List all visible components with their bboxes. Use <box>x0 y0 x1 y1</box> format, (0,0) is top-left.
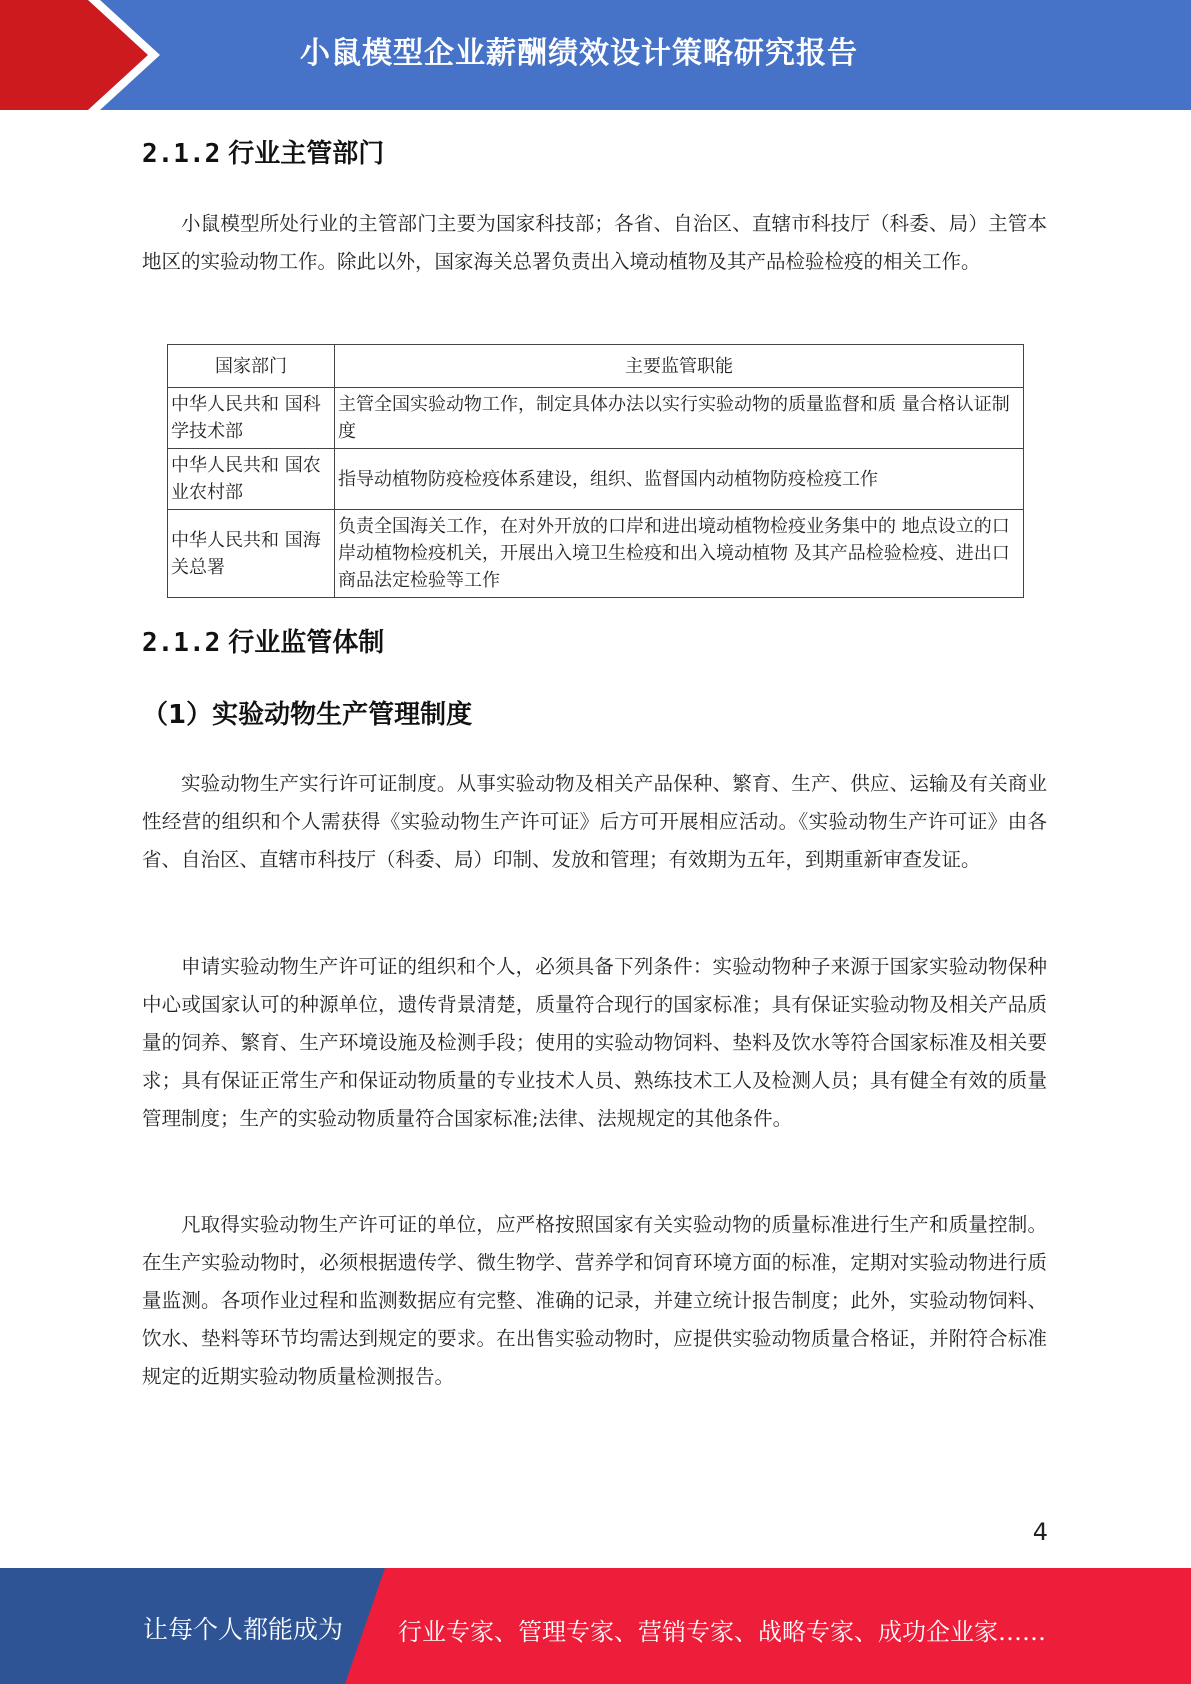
table-header-duty: 主要监管职能 <box>335 345 1024 388</box>
table-row <box>168 388 1024 449</box>
table-cell-duty: 指导动植物防疫检疫体系建设，组织、监督国内动植物防疫检疫工作 <box>335 449 1024 510</box>
footer-slogan-right: 行业专家、管理专家、营销专家、战略专家、成功企业家…… <box>398 1618 1046 1646</box>
body-paragraph: 实验动物生产实行许可证制度。从事实验动物及相关产品保种、繁育、生产、供应、运输及有关商业性经营的组织和个人需获得《实验动物生产许可证》后方可开展相应活动。《实验动物生产许可证》由各省、自治区、直辖市科技厅（科委、局）印制、发放和管理；有效期为五年，到期重新审查发证。 <box>142 772 1047 871</box>
header-red-arrow <box>0 0 148 110</box>
table-cell-dept: 中华人民共和 国海关总署 <box>168 510 335 598</box>
section-number: 2.1.2 <box>142 139 221 169</box>
body-paragraph: 凡取得实验动物生产许可证的单位，应严格按照国家有关实验动物的质量标准进行生产和质量控制。在生产实验动物时，必须根据遗传学、微生物学、营养学和饲育环境方面的标准，定期对实验动物进行质量监测。各项作业过程和监测数据应有完整、准确的记录，并建立统计报告制度；此外，实验动物饲料、饮水、垫料等环节均需达到规定的要求。在出售实验动物时，应提供实验动物质量合格证，并附符合标准规定的近期实验动物质量检测报告。 <box>142 1213 1047 1388</box>
section-heading-regulation <box>142 622 384 659</box>
table-header-row <box>168 345 1024 388</box>
report-title: 小鼠模型企业薪酬绩效设计策略研究报告 <box>300 36 858 71</box>
section-title: 行业主管部门 <box>228 139 385 169</box>
footer-slogan-left: 让每个人都能成为 <box>143 1615 344 1644</box>
table-cell-duty: 负责全国海关工作，在对外开放的口岸和进出境动植物检疫业务集中的 地点设立的口岸动植物检疫机关，开展出入境卫生检疫和出入境动植物 及其产品检验检疫、进出口商品法定检验等工作 <box>335 510 1024 598</box>
page-number: 4 <box>1032 1518 1048 1546</box>
table-cell-duty: 主管全国实验动物工作，制定具体办法以实行实验动物的质量监督和质 量合格认证制度 <box>335 388 1024 449</box>
table-row <box>168 449 1024 510</box>
table-row <box>168 510 1024 598</box>
regulator-table <box>167 344 1024 598</box>
table-header-dept: 国家部门 <box>168 345 335 388</box>
subsection-heading: （1）实验动物生产管理制度 <box>142 700 473 730</box>
authority-paragraph: 小鼠模型所处行业的主管部门主要为国家科技部；各省、自治区、直辖市科技厅（科委、局）主管本地区的实验动物工作。除此以外，国家海关总署负责出入境动植物及其产品检验检疫的相关工作。 <box>142 212 1047 273</box>
table-cell-dept: 中华人民共和 国科学技术部 <box>168 388 335 449</box>
section-number: 2.1.2 <box>142 628 221 658</box>
section-title: 行业监管体制 <box>228 628 385 658</box>
body-paragraph: 申请实验动物生产许可证的组织和个人，必须具备下列条件：实验动物种子来源于国家实验动物保种中心或国家认可的种源单位，遗传背景清楚，质量符合现行的国家标准；具有保证实验动物及相关产品质量的饲养、繁育、生产环境设施及检测手段；使用的实验动物饲料、垫料及饮水等符合国家标准及相关要求；具有保证正常生产和保证动物质量的专业技术人员、熟练技术工人及检测人员；具有健全有效的质量管理制度；生产的实验动物质量符合国家标准;法律、法规规定的其他条件。 <box>142 955 1047 1130</box>
page-footer <box>0 1568 1191 1684</box>
page-header <box>0 0 1191 110</box>
section-heading-authority <box>142 133 384 170</box>
table-cell-dept: 中华人民共和 国农业农村部 <box>168 449 335 510</box>
